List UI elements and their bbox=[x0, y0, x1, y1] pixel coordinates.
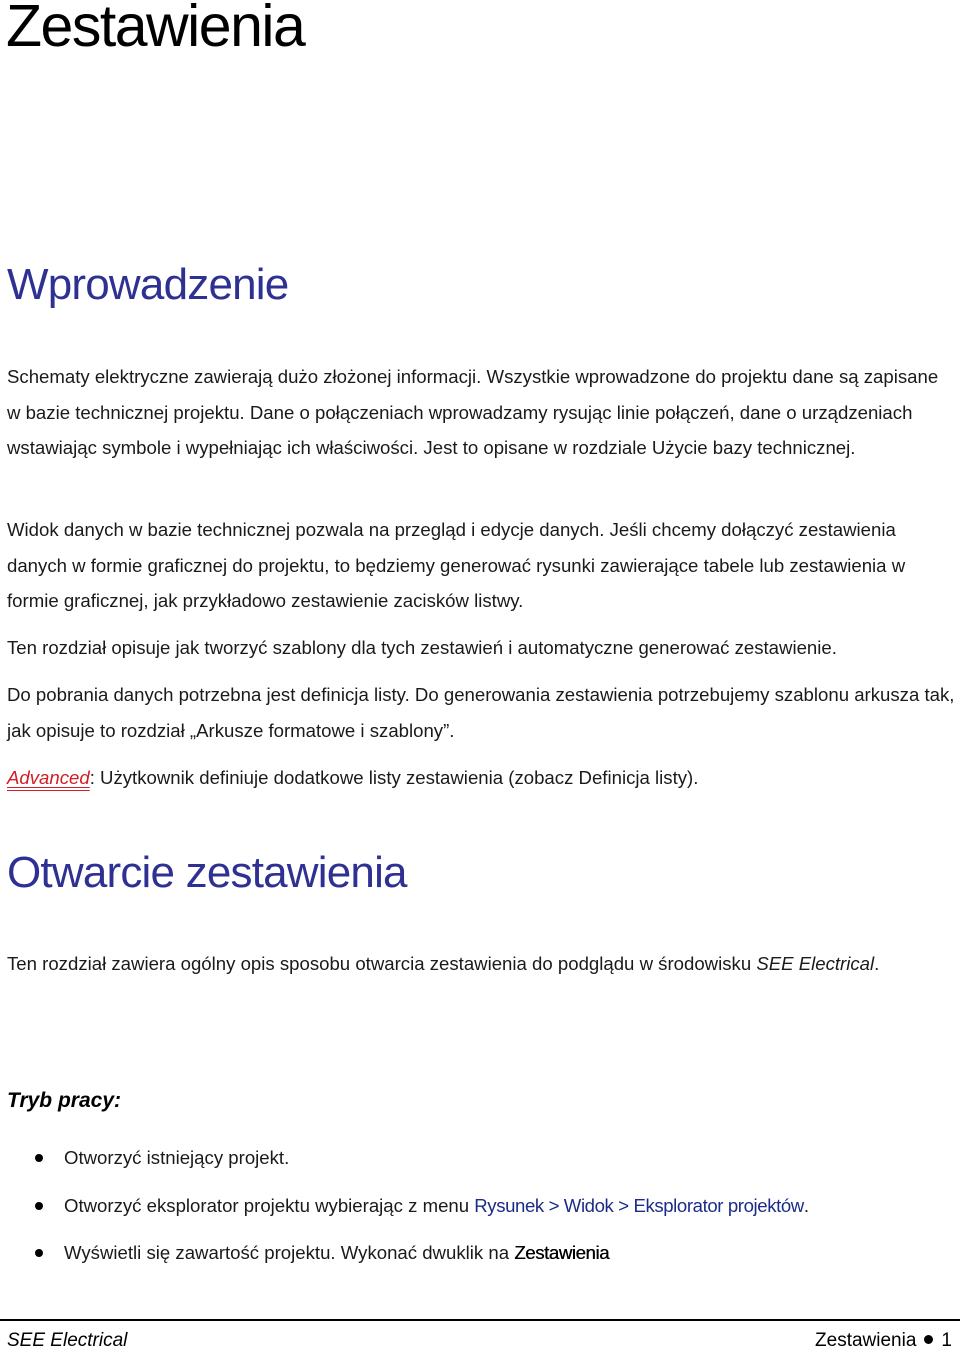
step-text bbox=[64, 1235, 609, 1270]
intro-paragraph-4: Do pobrania danych potrzebna jest definicja listy. Do generowania zestawienia potrzebujemy szablonu arkusza tak, jak opisuje to rozdział „Arkusze formatowe i szablony”. bbox=[7, 684, 955, 741]
footer-separator-icon bbox=[924, 1335, 933, 1344]
bullet-icon bbox=[35, 1202, 43, 1210]
reports-node-label: Zestawienia bbox=[514, 1242, 610, 1263]
bullet-icon bbox=[35, 1154, 43, 1162]
section-heading-open-report: Otwarcie zestawienia bbox=[7, 848, 407, 897]
section-heading-introduction: Wprowadzenie bbox=[7, 260, 289, 309]
step-text: Otworzyć istniejący projekt. bbox=[64, 1147, 290, 1168]
footer-page-info bbox=[815, 1329, 952, 1353]
footer-product-name: SEE Electrical bbox=[7, 1330, 128, 1351]
procedure-subheading: Tryb pracy: bbox=[7, 1089, 121, 1112]
list-item bbox=[0, 1188, 960, 1236]
menu-path-link[interactable]: Rysunek > Widok > Eksplorator projektów bbox=[474, 1194, 804, 1216]
bullet-icon bbox=[35, 1249, 43, 1257]
advanced-tag[interactable]: Advanced bbox=[7, 767, 90, 788]
footer-divider bbox=[0, 1319, 960, 1321]
list-item bbox=[0, 1140, 960, 1188]
open-report-end: . bbox=[874, 953, 880, 974]
intro-paragraph-1: Schematy elektryczne zawierają dużo złożonej informacji. Wszystkie wprowadzone do projektu dane są zapisane w bazie technicznej projektu. Dane o połączeniach wprowadzamy rysując linie połączeń, dane o urządzeniach wstawiając symbole i wypełniając ich właściwości. Jest to opisane w rozdziale Użycie bazy technicznej. bbox=[7, 366, 939, 458]
product-name: SEE Electrical bbox=[756, 953, 875, 974]
advanced-note bbox=[7, 760, 955, 796]
step-text-lead: Otworzyć eksplorator projektu wybierając z menu bbox=[64, 1194, 475, 1216]
step-text-lead: Wyświetli się zawartość projektu. Wykonać dwuklik na bbox=[64, 1242, 515, 1263]
procedure-steps bbox=[0, 1140, 960, 1283]
intro-paragraph-2: Widok danych w bazie technicznej pozwala na przegląd i edycje danych. Jeśli chcemy dołączyć zestawienia danych w formie graficznej do projektu, to będziemy generować rysunki zawierające tabele lub zestawienia w formie graficznej, jak przykładowo zestawienie zacisków listwy. bbox=[7, 519, 906, 611]
open-report-paragraph bbox=[7, 946, 955, 982]
step-text bbox=[64, 1188, 809, 1223]
open-report-text: Ten rozdział zawiera ogólny opis sposobu otwarcia zestawienia do podglądu w środowisku bbox=[7, 953, 757, 974]
page-number: 1 bbox=[941, 1330, 952, 1351]
advanced-note-text: : Użytkownik definiuje dodatkowe listy zestawienia (zobacz Definicja listy). bbox=[89, 767, 699, 788]
step-text-end: . bbox=[803, 1194, 810, 1216]
intro-paragraph-3: Ten rozdział opisuje jak tworzyć szablony dla tych zestawień i automatyczne generować zestawienie. bbox=[7, 637, 837, 658]
page-title: Zestawienia bbox=[6, 0, 305, 59]
list-item bbox=[0, 1235, 960, 1283]
footer-chapter-title: Zestawienia bbox=[815, 1330, 917, 1351]
